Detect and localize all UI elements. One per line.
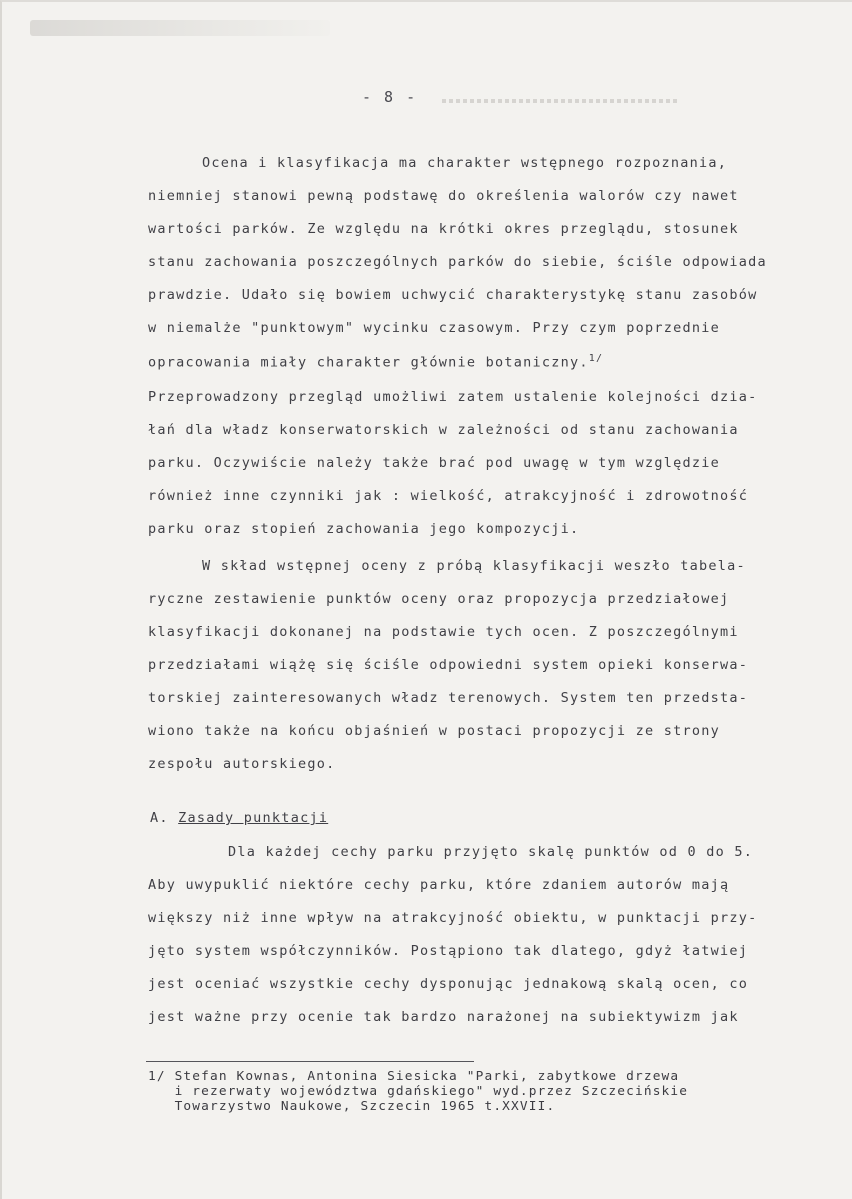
body-line: prawdzie. Udało się bowiem uchwycić charakterystykę stanu zasobów (148, 287, 758, 303)
body-line: W skład wstępnej oceny z próbą klasyfikacji weszło tabela- (202, 558, 746, 574)
body-line: wartości parków. Ze względu na krótki okres przeglądu, stosunek (148, 221, 739, 237)
body-line: Przeprowadzony przegląd umożliwi zatem ustalenie kolejności dzia- (148, 389, 758, 405)
footnote-separator (146, 1061, 474, 1062)
body-line: zespołu autorskiego. (148, 756, 336, 772)
scan-artifact (442, 99, 677, 103)
body-line (148, 353, 603, 371)
section-line: jest ważne przy ocenie tak bardzo narażonej na subiektywizm jak (148, 1009, 739, 1025)
body-line-text: opracowania miały charakter głównie botaniczny. (148, 354, 589, 371)
section-line: Aby uwypuklić niektóre cechy parku, które zdaniem autorów mają (148, 877, 730, 893)
body-line: wiono także na końcu objaśnień w postaci propozycji ze strony (148, 723, 721, 739)
body-line: przedziałami wiążę się ściśle odpowiedni system opieki konserwa- (148, 657, 749, 673)
section-line: Dla każdej cechy parku przyjęto skalę punktów od 0 do 5. (228, 844, 754, 860)
footnote-line: 1/ Stefan Kownas, Antonina Siesicka "Parki, zabytkowe drzewa (148, 1069, 680, 1084)
page-number: - 8 - (362, 88, 418, 106)
body-line: parku oraz stopień zachowania jego kompozycji. (148, 521, 580, 537)
body-line: klasyfikacji dokonanej na podstawie tych ocen. Z poszczególnymi (148, 624, 739, 640)
body-line: również inne czynniki jak : wielkość, atrakcyjność i zdrowotność (148, 488, 749, 504)
section-line: większy niż inne wpływ na atrakcyjność obiektu, w punktacji przy- (148, 910, 758, 926)
body-line: torskiej zainteresowanych władz terenowych. System ten przedsta- (148, 690, 749, 706)
section-letter: A. (150, 810, 169, 826)
body-line: Ocena i klasyfikacja ma charakter wstępnego rozpoznania, (202, 155, 728, 171)
body-line: ryczne zestawienie punktów oceny oraz propozycja przedziałowej (148, 591, 730, 607)
section-line: jest oceniać wszystkie cechy dysponując jednakową skalą ocen, co (148, 976, 749, 992)
body-line: niemniej stanowi pewną podstawę do określenia walorów czy nawet (148, 188, 739, 204)
section-title: Zasady punktacji (178, 810, 329, 826)
body-line: w niemalże "punktowym" wycinku czasowym. Przy czym poprzednie (148, 320, 721, 336)
body-line: stanu zachowania poszczególnych parków do siebie, ściśle odpowiada (148, 254, 767, 270)
section-heading (150, 810, 328, 826)
body-line: parku. Oczywiście należy także brać pod uwagę w tym względzie (148, 455, 721, 471)
body-line: łań dla władz konserwatorskich w zależności od stanu zachowania (148, 422, 739, 438)
footnote-reference: 1/ (588, 353, 604, 364)
footnote-line: i rezerwaty województwa gdańskiego" wyd.przez Szczecińskie (148, 1084, 689, 1099)
footnote-line: Towarzystwo Naukowe, Szczecin 1965 t.XXVII. (148, 1099, 556, 1114)
section-line: jęto system współczynników. Postąpiono tak dlatego, gdyż łatwiej (148, 943, 749, 959)
scan-smudge (30, 20, 330, 36)
